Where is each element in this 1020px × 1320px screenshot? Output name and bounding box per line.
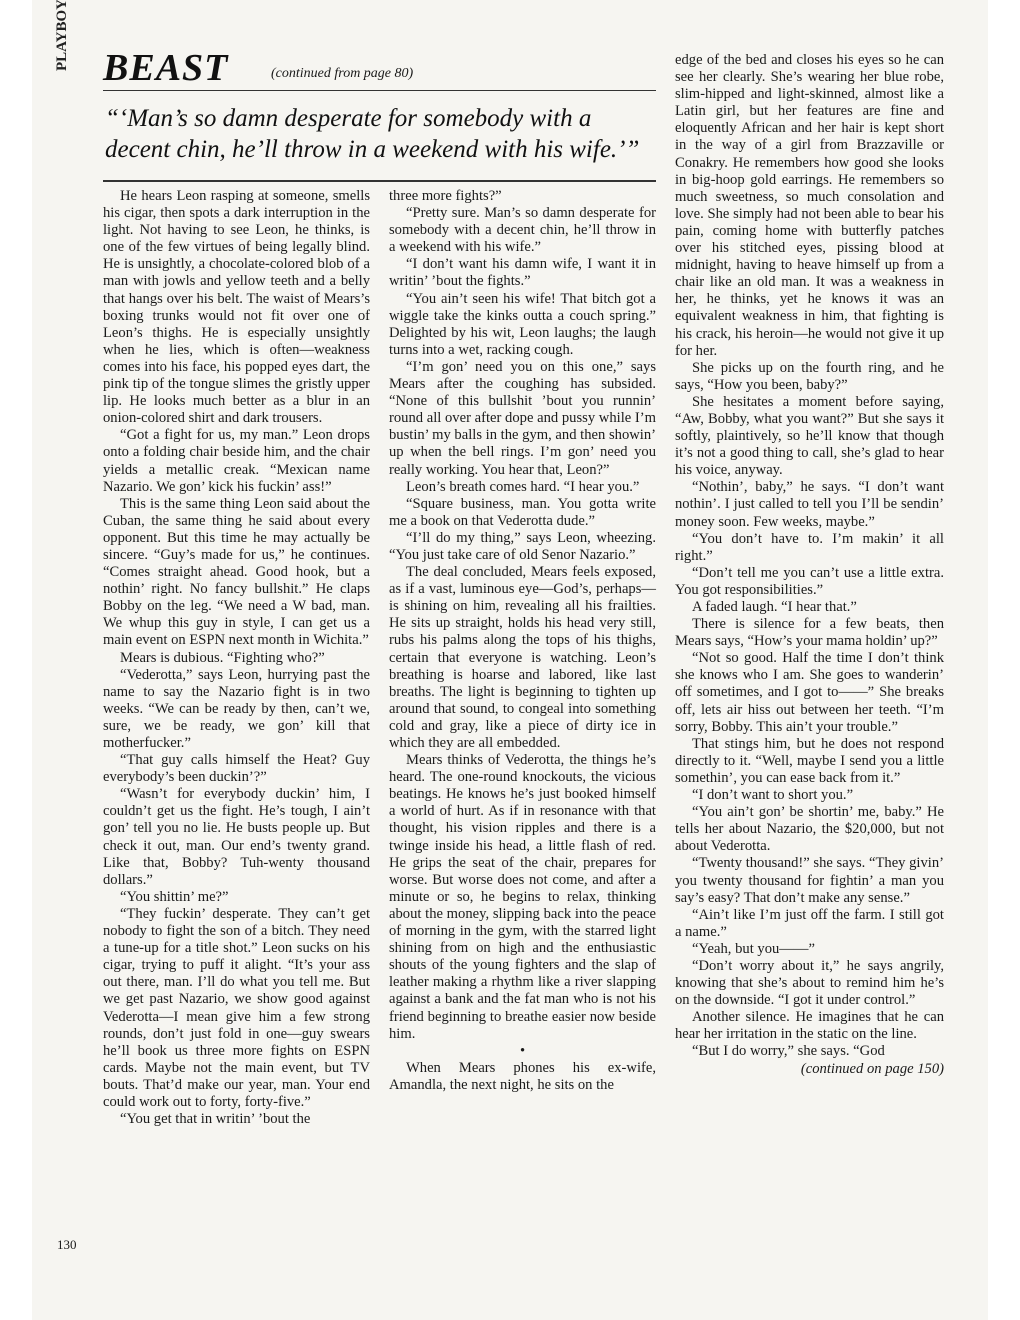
text-column-1 bbox=[103, 188, 370, 1128]
paragraph: “Got a fight for us, my man.” Leon drops onto a folding chair beside him, and the chair yields a metallic creak. “Mexican name Nazario. We gon’ kick his fuckin’ ass!” bbox=[103, 427, 370, 495]
paragraph: “Yeah, but you——” bbox=[692, 940, 815, 957]
paragraph: three more fights?” bbox=[389, 188, 502, 204]
text-column-3 bbox=[675, 52, 944, 1078]
paragraph: A faded laugh. “I hear that.” bbox=[692, 599, 857, 615]
paragraph: “You ain’t seen his wife! That bitch got a wiggle take the kinks outta a couch spring.” Delighted by his wit, Leon laughs; the laugh turns into a wet, racking cough. bbox=[389, 290, 656, 358]
paragraph: “You don’t have to. I’m makin’ it all right.” bbox=[675, 530, 944, 564]
paragraph: • bbox=[519, 1042, 526, 1059]
paragraph: “Not so good. Half the time I don’t think she knows who I am. She goes to wanderin’ off sometimes, and I got to——” She breaks off, lets air hiss out between her teeth. “I’m sorry, Bobby. This ain’t your trouble.” bbox=[675, 650, 944, 735]
paragraph: “They fuckin’ desperate. They can’t get nobody to fight the son of a bitch. They need a tune-up for a title shot.” Leon sucks on his cigar, trying to puff it alight. “It’s your ass out there, man. I’ll do what you tell me. But we get past Nazario, we show good against Vederotta—I mean give him a few strong rounds, don’t just fold in one—guy swears he’ll book us three more fights on ESPN cards. Maybe not the main event, but TV bouts. That’d make our year, man. Your end could work out to forty, forty-five.” bbox=[103, 905, 370, 1110]
pull-quote: “‘Man’s so damn desperate for somebody with a decent chin, he’ll throw in a weekend with his wife.’” bbox=[105, 105, 640, 163]
paragraph: “You get that in writin’ ’bout the bbox=[120, 1111, 311, 1128]
paragraph: “Vederotta,” says Leon, hurrying past the name to say the Nazario fight is in two weeks. “We can be ready by then, can’t we, sure, we be ready, we gon’ kill that motherfucker.” bbox=[103, 666, 370, 751]
paragraph: “I don’t want his damn wife, I want it in writin’ ’bout the fights.” bbox=[389, 256, 656, 290]
pull-quote-top-rule bbox=[103, 90, 656, 91]
paragraph: When Mears phones his ex-wife, Amandla, the next night, he sits on the bbox=[389, 1059, 656, 1093]
paragraph: “Twenty thousand!” she says. “They givin’ you twenty thousand for fightin’ a man you say’s easy? That don’t make any sense.” bbox=[675, 855, 944, 906]
paragraph: Leon’s breath comes hard. “I hear you.” bbox=[406, 478, 640, 495]
paragraph: “Square business, man. You gotta write me a book on that Vederotta dude.” bbox=[389, 495, 656, 529]
paragraph: “Ain’t like I’m just off the farm. I still got a name.” bbox=[675, 906, 944, 940]
continued-from-note: (continued from page 80) bbox=[271, 66, 414, 81]
page-number: 130 bbox=[57, 1237, 77, 1252]
paragraph: “Wasn’t for everybody duckin’ him, I couldn’t get us the fight. He’s tough, I ain’t gon’ tell you no lie. He busts people up. But check it out, man. Our end’s twenty grand. Like that, Bobby? Tuh-wenty thousand dollars.” bbox=[103, 786, 370, 888]
paragraph: “That guy calls himself the Heat? Guy everybody’s been duckin’?” bbox=[103, 752, 370, 786]
paragraph: “Don’t tell me you can’t use a little extra. You got responsibilities.” bbox=[675, 564, 944, 598]
paragraph: “Pretty sure. Man’s so damn desperate for somebody with a decent chin, he’ll throw in a weekend with his wife.” bbox=[389, 205, 656, 256]
paragraph: “I’m gon’ need you on this one,” says Mears after the coughing has subsided. “None of this bullshit ’bout you runnin’ round all over after dope and pussy while I’m bustin’ my balls in the gym, and then showin’ up when the bell rings. I’m gon’ need you really working. You hear that, Leon?” bbox=[389, 358, 656, 478]
paragraph: There is silence for a few beats, then Mears says, “How’s your mama holdin’ up?” bbox=[675, 616, 944, 650]
paragraph: She picks up on the fourth ring, and he says, “How you been, baby?” bbox=[675, 359, 944, 393]
paragraph: “I don’t want to short you.” bbox=[692, 787, 854, 804]
paragraph: Another silence. He imagines that he can hear her irritation in the static on the line. bbox=[675, 1009, 944, 1043]
continued-on-note: (continued on page 150) bbox=[800, 1060, 944, 1077]
running-head-text bbox=[51, 51, 73, 71]
paragraph: She hesitates a moment before saying, “Aw, Bobby, what you want?” But she says it softly, plaintively, so he’ll know that though it’s not a good thing to call, she’s glad to hear his voice, anyway. bbox=[675, 393, 944, 479]
paragraph: “I’ll do my thing,” says Leon, wheezing. “You just take care of old Senor Nazario.” bbox=[389, 529, 656, 563]
paragraph: “You ain’t gon’ be shortin’ me, baby.” He tells her about Nazario, the $20,000, but not about Vederotta. bbox=[675, 804, 944, 855]
paragraph: “Nothin’, baby,” he says. “I don’t want nothin’. I just called to tell you I’ll be sendin’ money soon. Few weeks, maybe.” bbox=[675, 479, 944, 530]
paragraph: Mears is dubious. “Fighting who?” bbox=[120, 649, 325, 666]
paragraph: Mears thinks of Vederotta, the things he’s heard. The one-round knockouts, the vicious beatings. He knows he’s just booked himself a world of hurt. As if in resonance with that thought, his vision ripples and there is a twinge inside his head, a little flash of red. He grips the seat of the chair, prepares for worse. But worse does not come, and after a minute or so, he begins to relax, thinking about the money, slipping back into the peace of morning in the gym, with the starred light shining from on high and the enthusiastic shouts of the young fighters and the slap of leather making a rhythm like a river slapping against a bank and the fat man who is not his friend beginning to breathe easier now beside him. bbox=[389, 752, 656, 1042]
paragraph: The deal concluded, Mears feels exposed, as if a vast, luminous eye—God’s, perhaps—is shining on him, revealing all his frailties. He sits up straight, holds his head very still, rubs his palms along the tops of his thighs, certain that everyone is watching. Leon’s breathing is hoarse and labored, like last breaths. The light is beginning to tighten up around that sound, to congeal into something cold and gray, like a piece of dirty ice in which they are all embedded. bbox=[389, 564, 656, 751]
paragraph: “You shittin’ me?” bbox=[120, 888, 229, 905]
paragraph: “But I do worry,” she says. “God bbox=[692, 1043, 885, 1060]
article-title: BEAST bbox=[103, 47, 229, 89]
paragraph: This is the same thing Leon said about the Cuban, the same thing he said about every opponent. But this time he may actually be sincere. “Guy’s made for us,” he continues. “Comes straight ahead. Good hook, but a nothin’ right. No fancy bullshit.” He claps Bobby on the leg. “We need a W bad, man. We whup this guy in style, I can get us a main event on ESPN next month in Wichita.” bbox=[103, 495, 370, 649]
text-column-2 bbox=[389, 188, 656, 1094]
paragraph: He hears Leon rasping at someone, smells his cigar, then spots a dark interruption in the light. Not having to see Leon, he thinks, is one of the few virtues of being legally blind. He is unsightly, a chocolate-colored blob of a man with jowls and yellow teeth and a belly that hangs over his belt. The waist of Mears’s boxing trunks would not fit over one of Leon’s thighs. He is especially unsightly when he lies, which is often—weakness comes into his face, his popped eyes dart, the pink tip of the tongue slimes the gristly upper lip. He looks much better as a blur in an onion-colored shirt and dark trousers. bbox=[103, 188, 370, 427]
paragraph: edge of the bed and closes his eyes so he can see her clearly. She’s wearing her blue robe, slim-hipped and light-skinned, almost like a Latin girl, but her features are fine and eloquently African and her hair is kept short in the way of a girl from Brazzaville or Conakry. He remembers how good she looks in big-hoop gold earrings. He remembers so much sweetness, so much consolation and love. She simply had not been able to bear his pain, coming home with butterfly patches over his stitched eyes, pissing blood at midnight, having to heave himself up from a chair like an old man. It was a weakness in her, he thinks, yet he knows it was an equivalent weakness in him, that fighting is his crack, his heroin—he would not give it up for her. bbox=[675, 52, 944, 359]
paragraph: That stings him, but he does not respond directly to it. “Well, maybe I send you a little somethin’, you can ease back from it.” bbox=[675, 735, 944, 786]
running-head bbox=[52, 50, 72, 72]
paragraph: “Don’t worry about it,” he says angrily, knowing that she’s about to remind him he’s on the downside. “I got it under control.” bbox=[675, 957, 944, 1009]
pull-quote-bottom-rule bbox=[103, 180, 656, 182]
